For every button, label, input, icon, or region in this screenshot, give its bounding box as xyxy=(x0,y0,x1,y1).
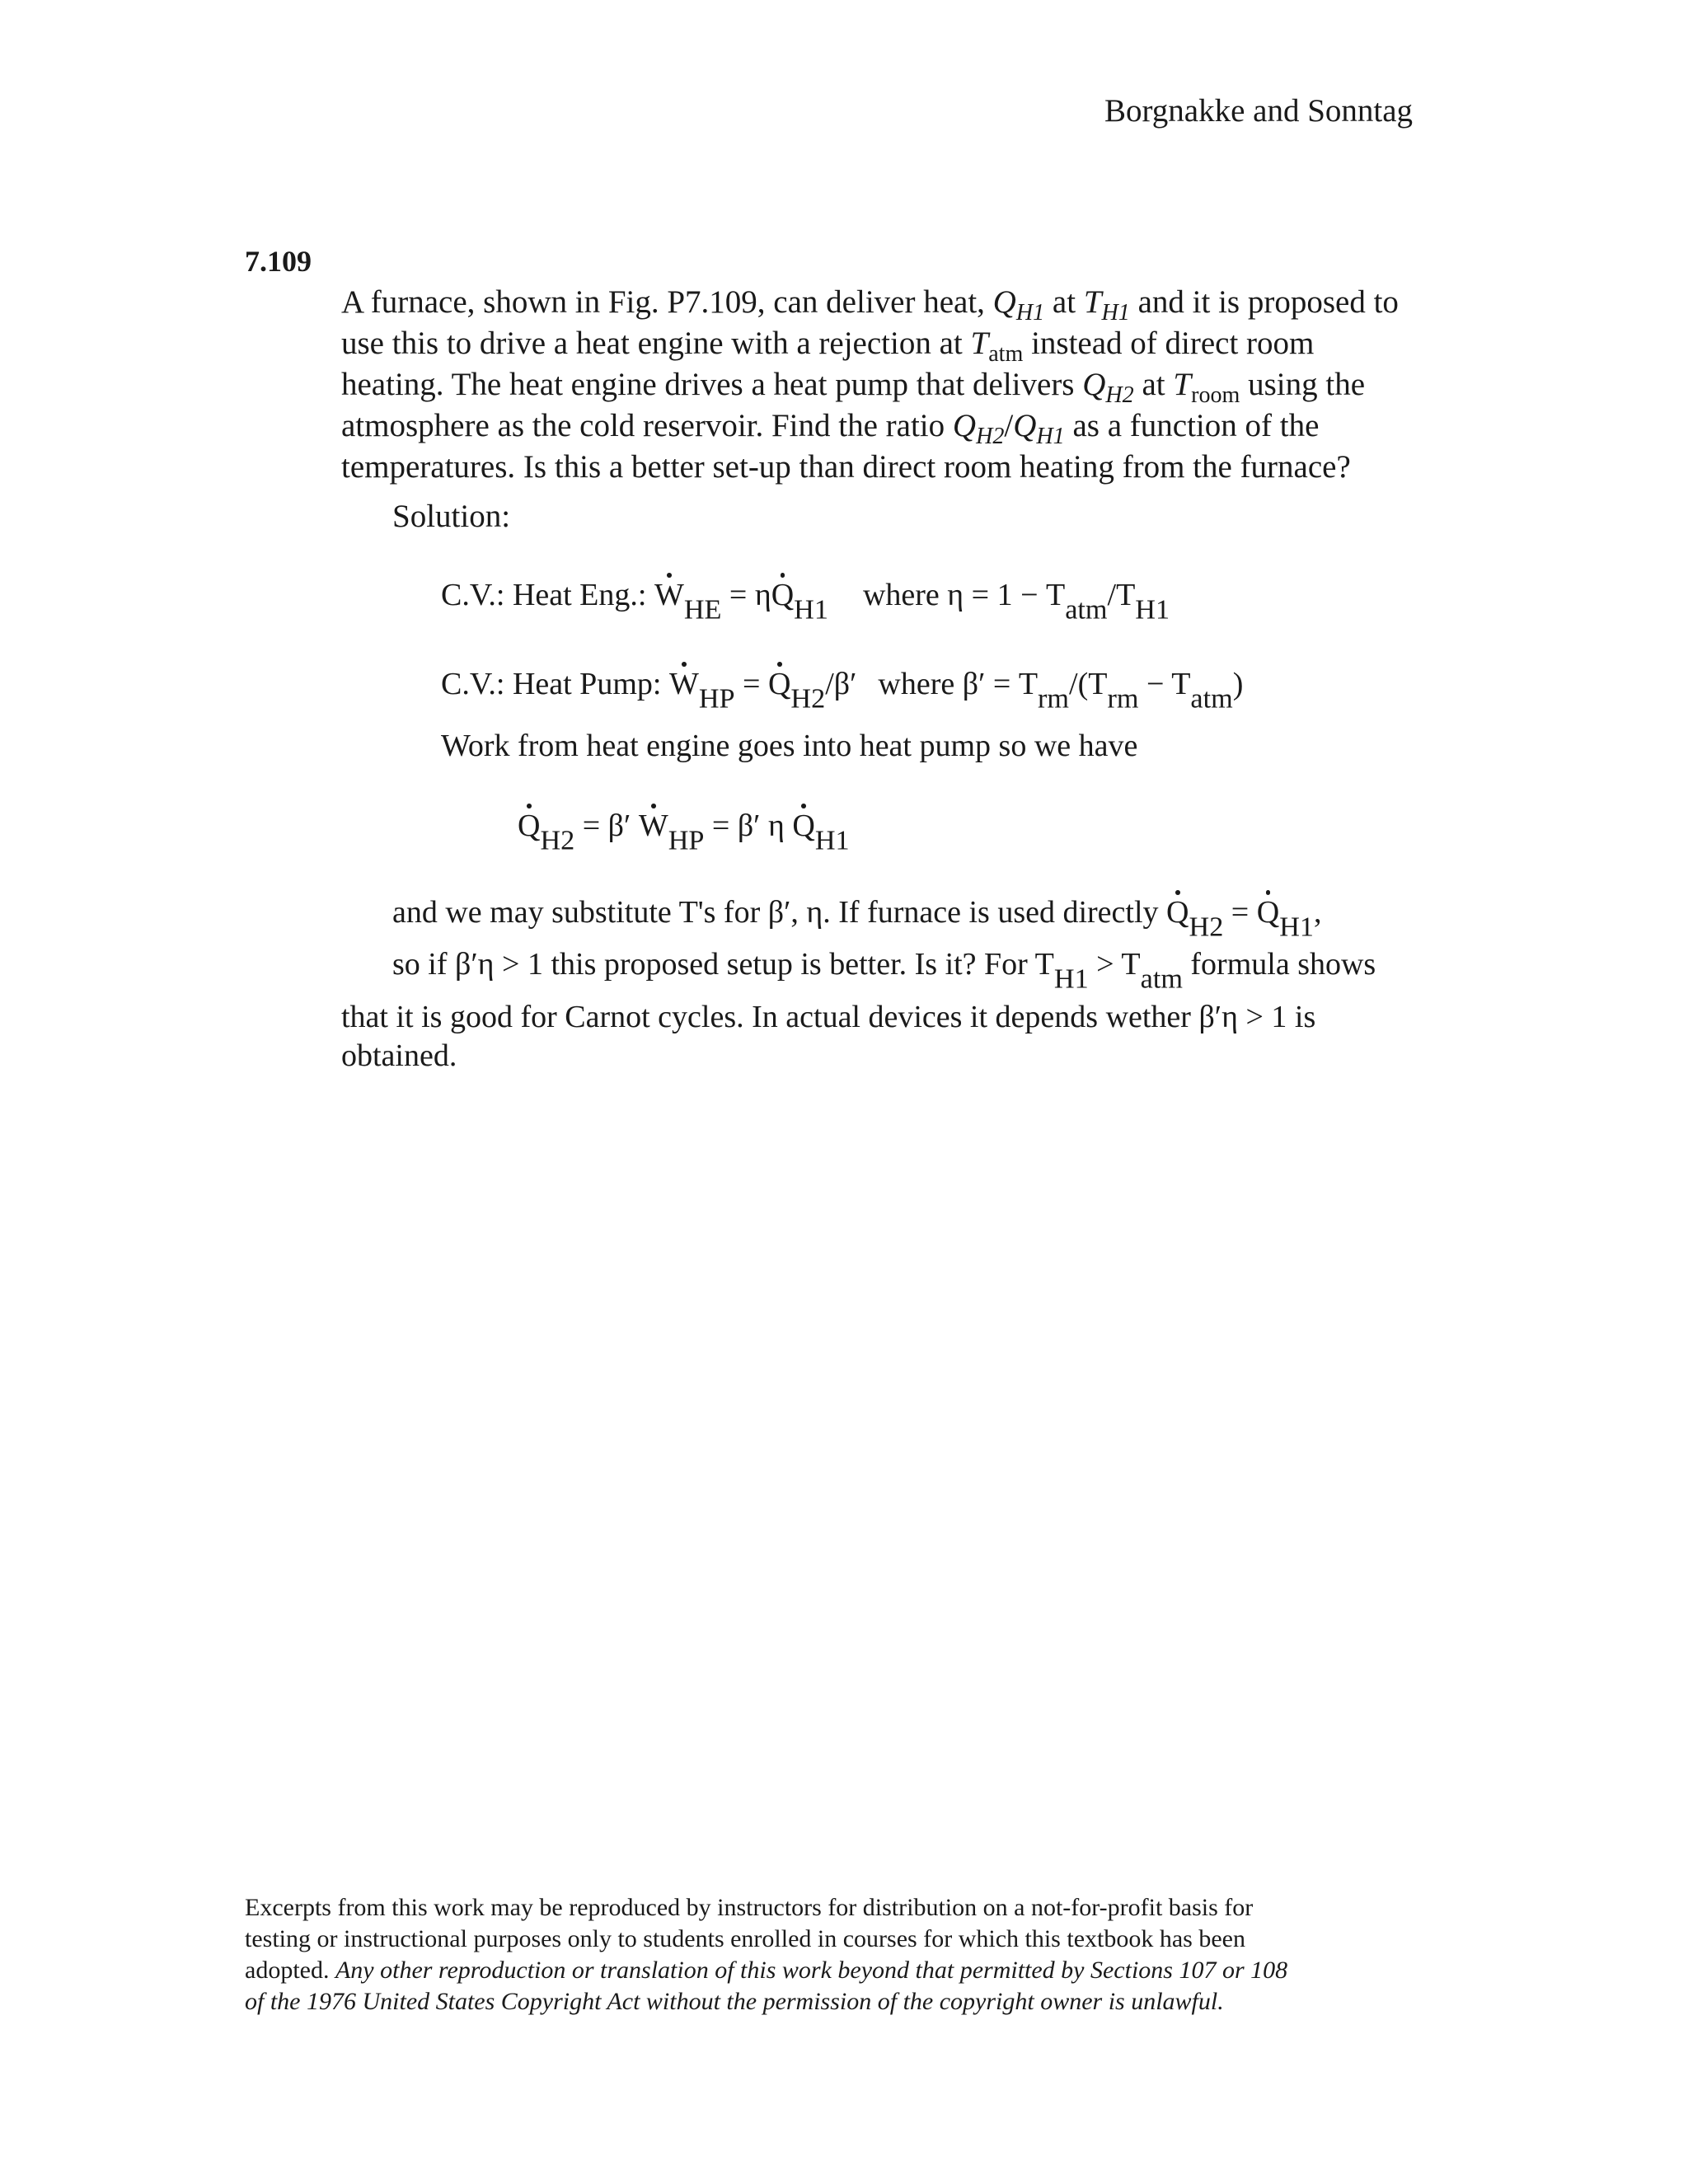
footer-line-1: Excerpts from this work may be reproduced by instructors for distribution on a not-for-profit basis for xyxy=(245,1894,1254,1921)
q-dot-symbol: Q xyxy=(1256,895,1280,930)
paragraph-line-1: and we may substitute T's for β′, η. If furnace is used directly $Q_{H2} = Q_{H1}$, xyxy=(392,895,1322,943)
problem-number: 7.109 xyxy=(245,245,312,278)
w-dot-symbol: W xyxy=(638,808,668,843)
w-dot-symbol: W xyxy=(654,578,684,612)
footer-line-4: of the 1976 United States Copyright Act without the permission of the copyright owner is unlawful. xyxy=(245,1988,1224,2015)
paragraph-line-3: that it is good for Carnot cycles. In actual devices it depends wether β′η > 1 is xyxy=(341,1000,1316,1034)
q-dot-symbol: Q xyxy=(767,667,791,701)
w-dot-symbol: W xyxy=(668,667,699,701)
q-dot-symbol: Q xyxy=(1166,895,1189,930)
q-dot-symbol: Q xyxy=(518,808,541,843)
statement-line-3: heating. The heat engine drives a heat pump that delivers $Q_{H2}$ at $T_{room}$ using the xyxy=(341,367,1366,408)
solution-label: Solution: xyxy=(392,499,511,534)
statement-line-2: use this to drive a heat engine with a rejection at $T_{atm}$ instead of direct room xyxy=(341,326,1315,367)
q-dot-symbol: Q xyxy=(792,808,815,843)
paragraph-line-2: so if β′η > 1 this proposed setup is better. Is it? For $T_{H1} > T_{atm}$ formula shows xyxy=(392,947,1376,995)
q-dot-symbol: Q xyxy=(771,578,795,612)
paragraph-line-4: obtained. xyxy=(341,1038,457,1073)
copyright-footer xyxy=(245,1892,1287,2018)
statement-line-5: temperatures. Is this a better set-up than direct room heating from the furnace? xyxy=(341,449,1351,485)
statement-line-1: A furnace, shown in Fig. P7.109, can deliver heat, $Q_{H1}$ at $T_{H1}$ and it is proposed to xyxy=(341,284,1399,326)
page-header: Borgnakke and Sonntag xyxy=(1104,93,1414,129)
footer-line-3: adopted. Any other reproduction or translation of this work beyond that permitted by Sections 107 or 108 xyxy=(245,1957,1288,1984)
work-statement: Work from heat engine goes into heat pump so we have xyxy=(441,729,1138,763)
statement-line-4: atmosphere as the cold reservoir. Find the ratio $Q_{H2}/Q_{H1}$ as a function of the xyxy=(341,408,1320,449)
heat-engine-equation: C.V.: Heat Eng.: $W_{HE} = \eta Q_{H1}$ where $\eta = 1 - T_{atm}/T_{H1}$ xyxy=(441,578,1170,626)
combined-equation: $Q_{H2} = \beta'$ $W_{HP} = \beta'$ η $Q_{H1}$ xyxy=(518,808,850,856)
footer-line-2: testing or instructional purposes only to students enrolled in courses for which this textbook has been xyxy=(245,1925,1245,1952)
heat-pump-equation: C.V.: Heat Pump: $W_{HP} = Q_{H2}/\beta'$ where $\beta' = T_{rm}/(T_{rm} - T_{atm})$ xyxy=(441,667,1244,715)
problem-statement xyxy=(341,282,1399,488)
